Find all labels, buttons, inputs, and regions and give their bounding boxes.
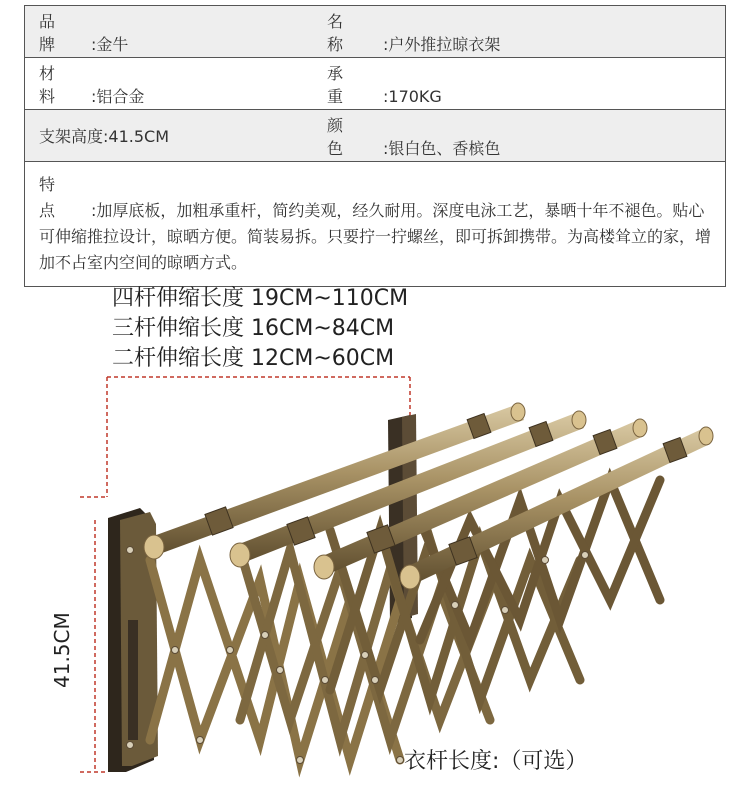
material-key: 材 料 — [39, 63, 88, 106]
four-rod-length: 四杆伸缩长度 19CM~110CM — [112, 286, 409, 311]
height-key: 支架高度 — [39, 127, 104, 146]
brand-value: :金牛 — [91, 34, 129, 54]
feature-value: :加厚底板，加粗承重杆，简约美观，经久耐用。深度电泳工艺，暴晒十年不褪色。贴心可伸缩推拉设计，晾晒方便。简装易拆。只要拧一拧螺丝，即可拆卸携带。为高楼耸立的家，增加不占室内空间的晾晒方式。 — [39, 201, 712, 272]
two-rod-length: 二杆伸缩长度 12CM~60CM — [112, 346, 395, 371]
name-key: 名 称 — [327, 11, 376, 54]
height-dimension-label: 41.5CM — [50, 612, 74, 688]
brand-key: 品 牌 — [39, 11, 88, 54]
height-value: :41.5CM — [103, 127, 170, 146]
three-rod-length: 三杆伸缩长度 16CM~84CM — [112, 316, 395, 341]
rod-length-caption: 衣杆长度:（可选） — [404, 749, 588, 774]
load-key: 承 重 — [327, 63, 376, 106]
color-value: :银白色、香槟色 — [383, 138, 501, 158]
feature-key: 特 点 — [39, 175, 88, 220]
material-value: :铝合金 — [91, 86, 145, 106]
load-value: :170KG — [383, 86, 442, 106]
color-key: 颜 色 — [327, 115, 376, 158]
name-value: :户外推拉晾衣架 — [383, 34, 501, 54]
